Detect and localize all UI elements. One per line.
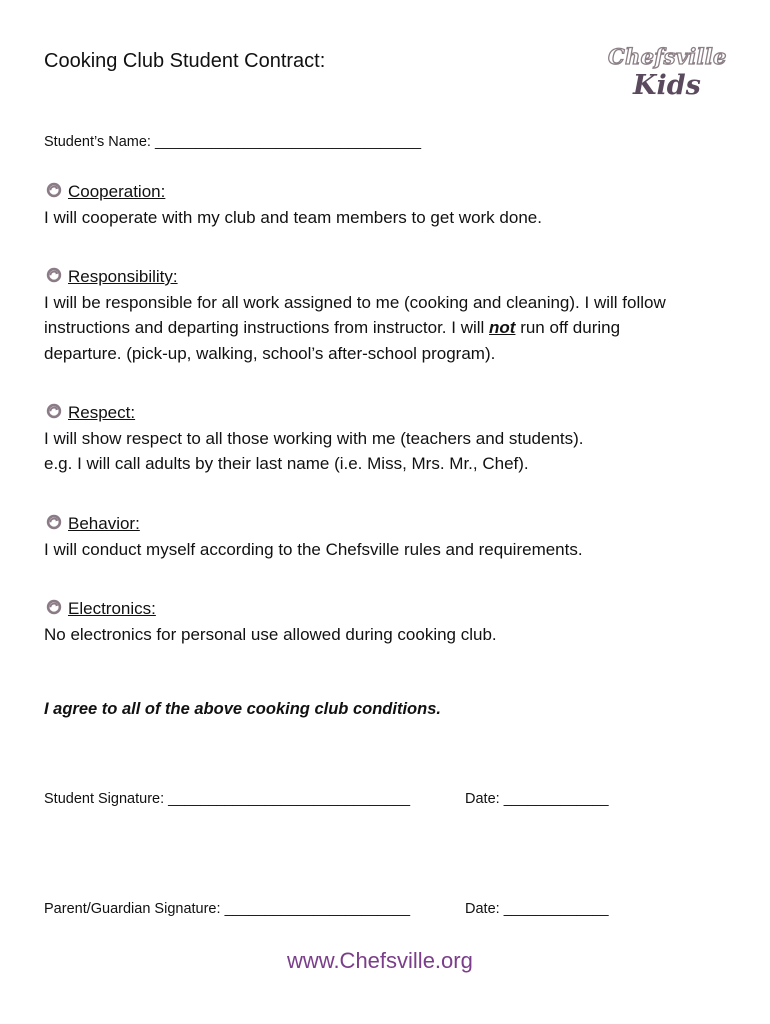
logo-chefsville-text: Chefsville <box>608 44 727 69</box>
section-responsibility <box>44 264 666 366</box>
bullet-icon <box>46 599 62 615</box>
website-link[interactable]: www.Chefsville.org <box>287 948 473 973</box>
section-body <box>44 290 666 367</box>
bullet-icon <box>46 267 62 283</box>
bullet-icon <box>46 403 62 419</box>
section-body: I will show respect to all those working with me (teachers and students). e.g. I will call adults by their last name (i.e. Miss, Mrs. Mr., Chef). <box>44 428 584 473</box>
parent-signature-field[interactable] <box>44 901 410 917</box>
date-label: Date: <box>465 791 500 807</box>
section-body: No electronics for personal use allowed during cooking club. <box>44 624 497 644</box>
parent-signature-blank[interactable]: _______________________ <box>224 901 411 917</box>
student-name-label: Student’s Name: <box>44 134 151 150</box>
section-body-before: I will be responsible for all work assigned to me (cooking and cleaning). I will follow instructions and departing instructions from instructor. I will <box>44 292 666 337</box>
page-title: Cooking Club Student Contract: <box>44 50 326 72</box>
agreement-statement: I agree to all of the above cooking club conditions. <box>44 700 441 718</box>
section-body-after: run off during departure. (pick-up, walking, school’s after-school program). <box>44 318 621 363</box>
section-respect <box>44 400 584 477</box>
section-heading: Respect: <box>68 403 136 422</box>
student-name-field[interactable] <box>44 134 421 150</box>
section-electronics <box>44 596 497 647</box>
section-body: I will cooperate with my club and team members to get work done. <box>44 207 542 227</box>
student-signature-label: Student Signature: <box>44 791 165 807</box>
student-signature-field[interactable] <box>44 791 410 807</box>
section-body: I will conduct myself according to the Chefsville rules and requirements. <box>44 539 583 559</box>
date-blank[interactable]: _____________ <box>503 901 609 917</box>
section-heading: Responsibility: <box>68 267 178 286</box>
section-cooperation <box>44 179 542 230</box>
section-heading: Behavior: <box>68 514 140 533</box>
section-heading: Cooperation: <box>68 182 166 201</box>
section-behavior <box>44 511 583 562</box>
emphasis-not: not <box>489 318 516 337</box>
student-date-field[interactable] <box>465 791 609 807</box>
bullet-icon <box>46 182 62 198</box>
student-signature-blank[interactable]: ______________________________ <box>168 791 411 807</box>
parent-signature-label: Parent/Guardian Signature: <box>44 901 221 917</box>
student-name-blank[interactable]: _________________________________ <box>154 134 422 150</box>
date-label: Date: <box>465 901 500 917</box>
logo-kids-text: Kids <box>633 70 701 101</box>
section-heading: Electronics: <box>68 599 156 618</box>
bullet-icon <box>46 514 62 530</box>
chefsville-kids-logo <box>606 44 730 106</box>
date-blank[interactable]: _____________ <box>503 791 609 807</box>
parent-date-field[interactable] <box>465 901 609 917</box>
